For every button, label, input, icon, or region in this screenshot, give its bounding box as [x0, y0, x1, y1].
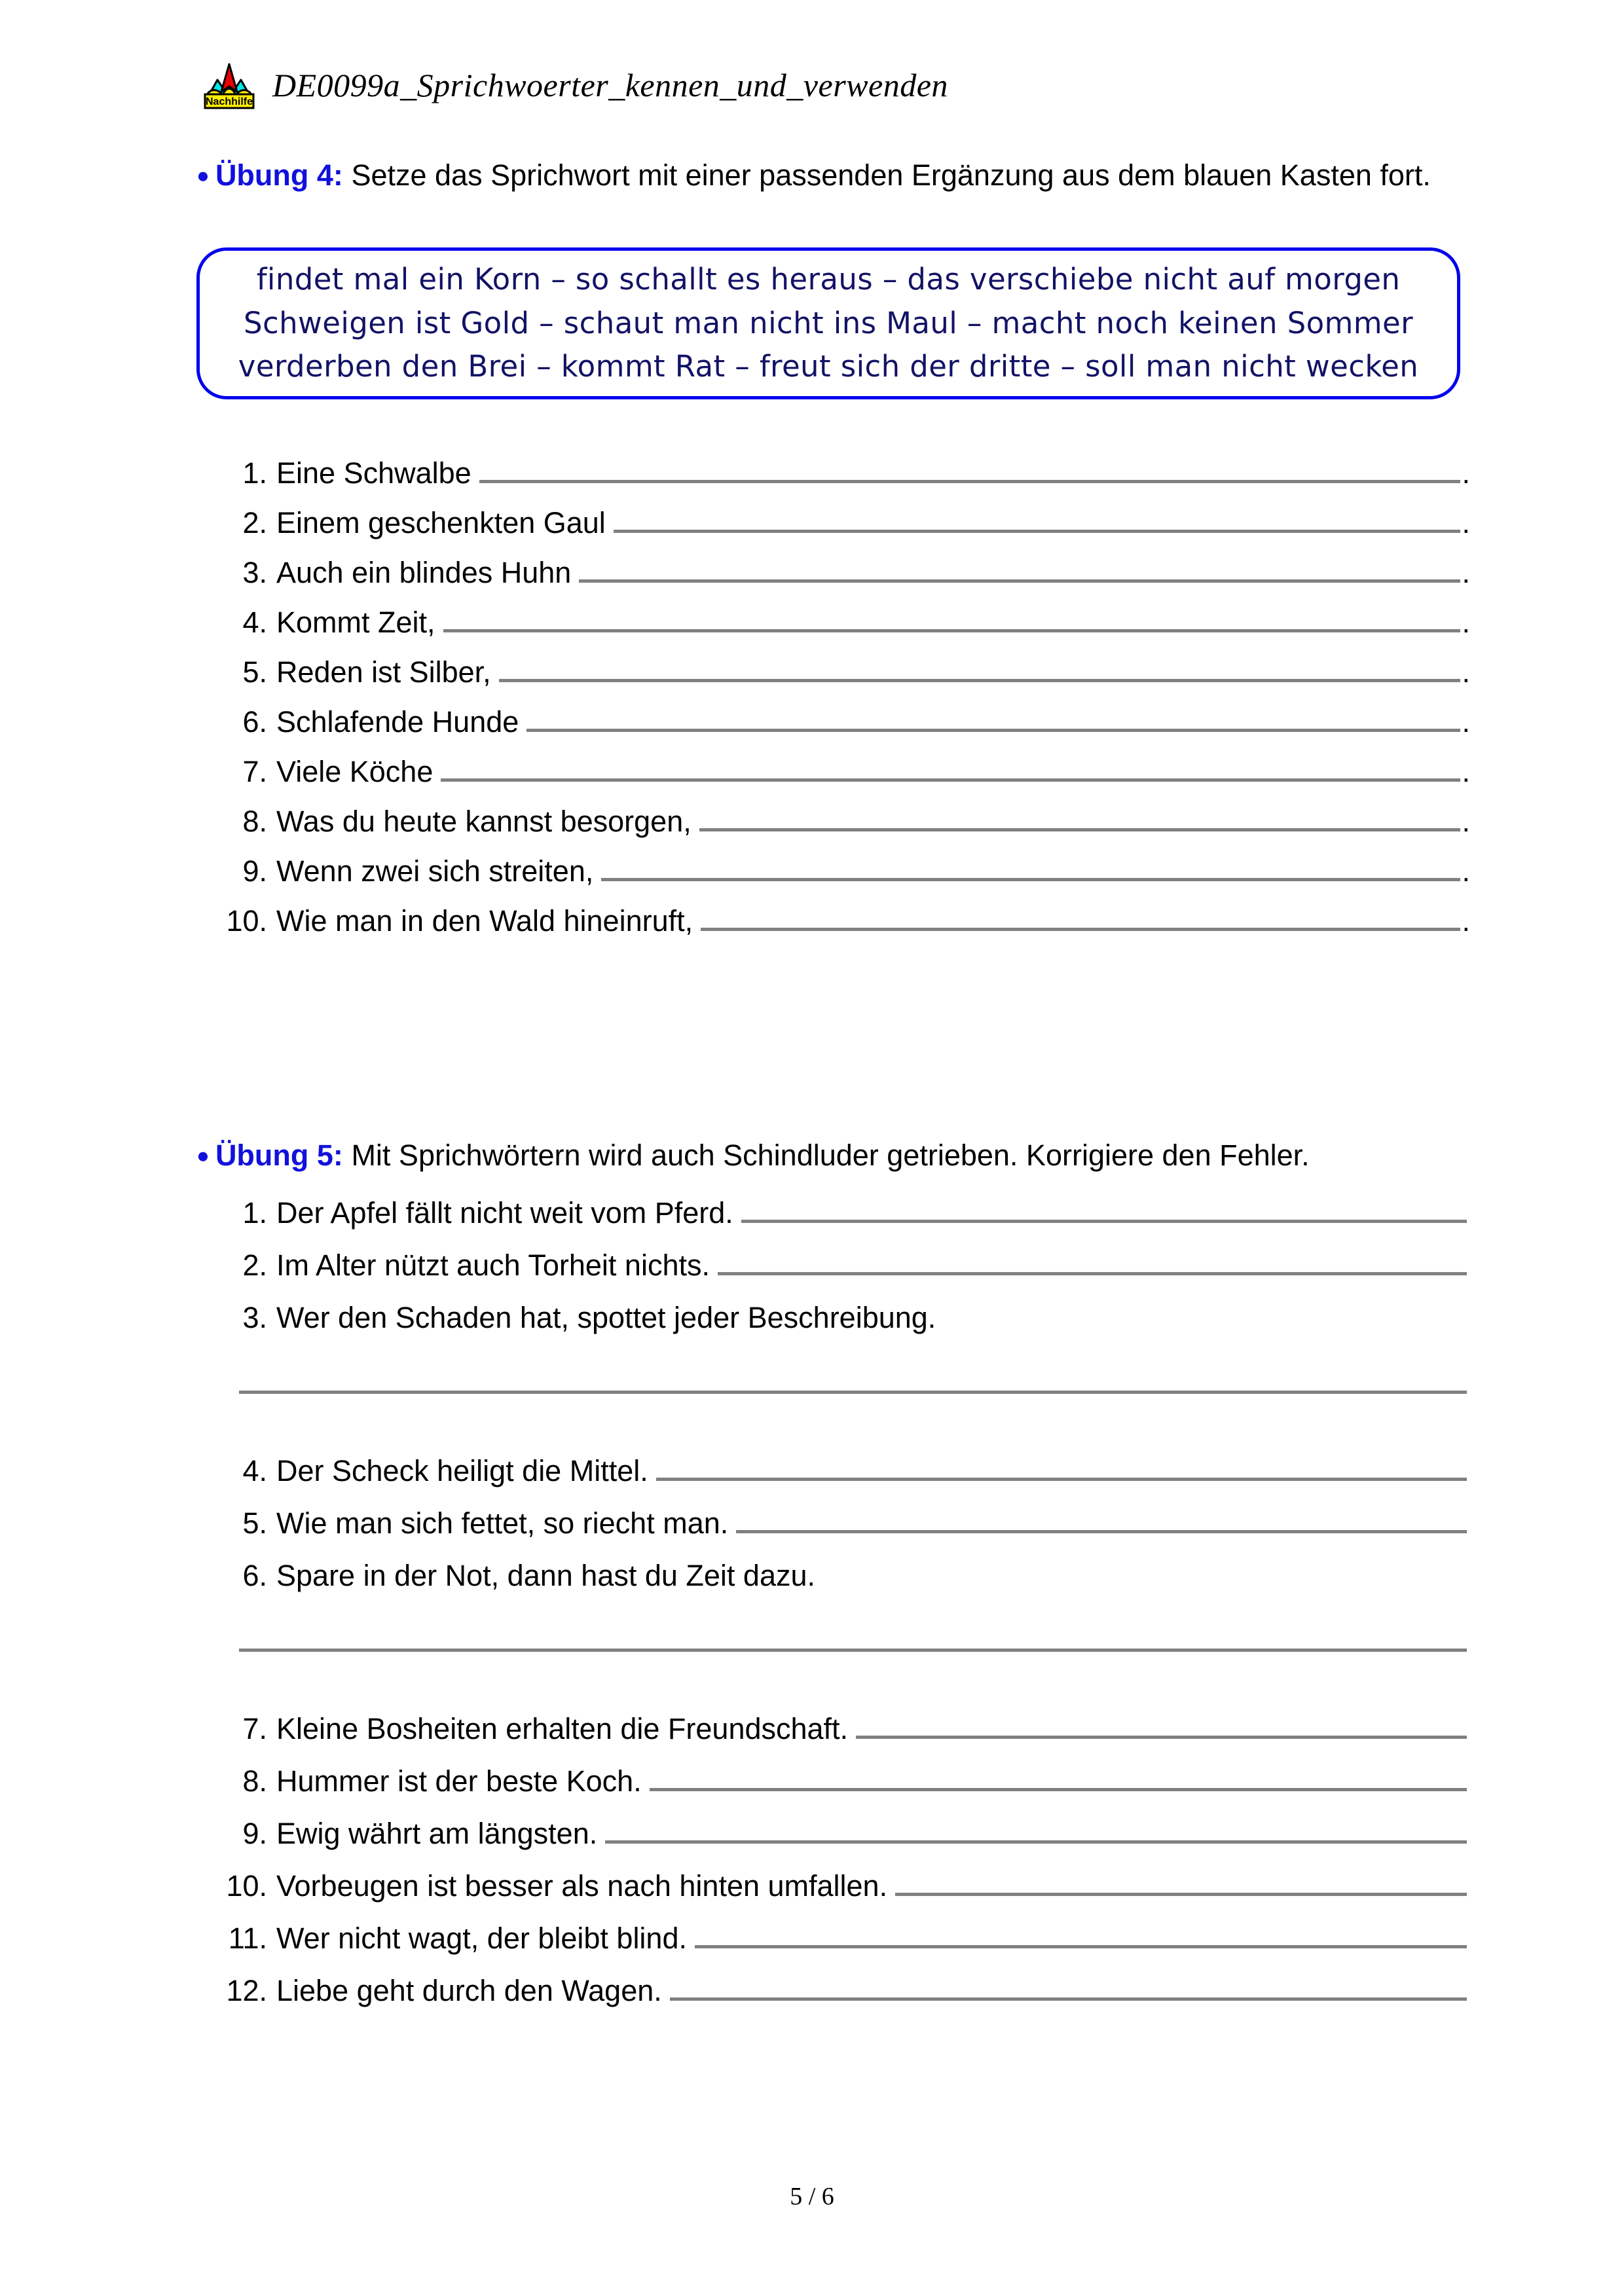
item-text: Im Alter nützt auch Torheit nichts. [276, 1248, 710, 1282]
item-punctuation: . [1462, 556, 1470, 589]
answer-blank[interactable] [441, 778, 1460, 782]
item-number: 9. [242, 1817, 267, 1850]
table-row [196, 1766, 1467, 1819]
item-punctuation: . [1462, 506, 1470, 539]
answer-blank[interactable] [579, 579, 1460, 583]
item-text: Kommt Zeit, [276, 606, 435, 639]
correction-blank[interactable] [605, 1840, 1467, 1844]
item-text: Ewig währt am längsten. [276, 1817, 598, 1850]
table-row [196, 1508, 1467, 1561]
answer-blank[interactable] [601, 878, 1460, 881]
item-text: Der Apfel fällt nicht weit vom Pferd. [276, 1196, 733, 1230]
table-row [196, 1871, 1467, 1923]
item-text: Was du heute kannst besorgen, [276, 805, 692, 838]
item-text: Schlafende Hunde [276, 705, 519, 738]
correction-blank[interactable] [670, 1997, 1467, 2001]
table-row [196, 608, 1470, 657]
item-number: 6. [242, 1559, 267, 1592]
table-row [196, 1819, 1467, 1871]
item-number: 10. [226, 904, 267, 938]
table-row [196, 1198, 1467, 1250]
answer-blank[interactable] [614, 530, 1461, 533]
table-row [196, 757, 1470, 807]
table-row [196, 807, 1470, 856]
item-text: Auch ein blindes Huhn [276, 556, 572, 589]
table-row [196, 707, 1470, 757]
table-row [196, 1923, 1467, 1976]
word-bank-line: verderben den Brei – kommt Rat – freut sich der dritte – soll man nicht wecken [238, 349, 1419, 384]
exercise-4-label: Übung 4 [215, 158, 333, 192]
answer-blank[interactable] [443, 629, 1461, 632]
item-text: Hummer ist der beste Koch. [276, 1764, 642, 1798]
item-number: 8. [242, 1764, 267, 1798]
item-punctuation: . [1462, 805, 1470, 838]
correction-blank[interactable] [650, 1788, 1467, 1791]
item-punctuation: . [1462, 655, 1470, 689]
nachhilfe-mountain-logo [203, 60, 255, 110]
bullet-icon: ● [196, 1143, 210, 1167]
correction-blank[interactable] [895, 1893, 1467, 1896]
exercise-5-label: Übung 5 [215, 1139, 333, 1172]
item-text: Reden ist Silber, [276, 655, 491, 689]
table-row [196, 1714, 1467, 1766]
exercise-5-colon: : [333, 1139, 343, 1172]
table-row [196, 1303, 1467, 1339]
item-number: 7. [242, 755, 267, 788]
exercise-5-heading [196, 1136, 1470, 1175]
item-number: 9. [242, 854, 267, 888]
word-bank-line: Schweigen ist Gold – schaut man nicht ins Maul – macht noch keinen Sommer [244, 305, 1413, 340]
item-number: 2. [242, 506, 267, 539]
page-footer [0, 2182, 1624, 2211]
spacer [196, 1649, 1467, 1714]
item-text: Wie man sich fettet, so riecht man. [276, 1506, 729, 1540]
table-row [196, 1456, 1467, 1508]
item-text: Vorbeugen ist besser als nach hinten umfallen. [276, 1869, 888, 1903]
item-punctuation: . [1462, 705, 1470, 738]
exercise-5-list [196, 1198, 1467, 2028]
item-number: 12. [226, 1974, 267, 2007]
item-number: 4. [242, 606, 267, 639]
item-number: 1. [242, 456, 267, 490]
table-row [196, 906, 1470, 956]
correction-blank[interactable] [736, 1530, 1467, 1533]
answer-blank[interactable] [479, 480, 1461, 483]
table-row [196, 856, 1470, 906]
item-number: 8. [242, 805, 267, 838]
item-number: 6. [242, 705, 267, 738]
table-row [196, 558, 1470, 608]
item-number: 7. [242, 1712, 267, 1745]
exercise-4-heading [196, 156, 1470, 195]
item-punctuation: . [1462, 456, 1470, 490]
item-number: 2. [242, 1248, 267, 1282]
correction-blank[interactable] [656, 1478, 1467, 1481]
item-number: 5. [242, 1506, 267, 1540]
item-number: 3. [242, 1301, 267, 1334]
item-text: Einem geschenkten Gaul [276, 506, 606, 539]
item-text: Wer den Schaden hat, spottet jeder Beschreibung. [276, 1301, 936, 1334]
correction-blank[interactable] [239, 1649, 1467, 1652]
item-text: Kleine Bosheiten erhalten die Freundschaft. [276, 1712, 849, 1745]
item-number: 3. [242, 556, 267, 589]
table-row [196, 508, 1470, 558]
logo-label: Nachhilfe [205, 96, 253, 107]
item-number: 5. [242, 655, 267, 689]
page-header [203, 60, 948, 110]
item-text: Spare in der Not, dann hast du Zeit dazu. [276, 1559, 816, 1592]
item-punctuation: . [1462, 606, 1470, 639]
bullet-icon: ● [196, 163, 210, 187]
item-text: Liebe geht durch den Wagen. [276, 1974, 662, 2007]
word-bank-box [196, 247, 1460, 399]
item-number: 1. [242, 1196, 267, 1230]
item-number: 11. [228, 1922, 267, 1955]
answer-blank[interactable] [699, 828, 1461, 831]
answer-blank[interactable] [526, 729, 1460, 732]
item-text: Wenn zwei sich streiten, [276, 854, 594, 888]
item-punctuation: . [1462, 755, 1470, 788]
exercise-4-colon: : [333, 158, 343, 192]
item-punctuation: . [1462, 904, 1470, 938]
spacer [196, 1391, 1467, 1456]
exercise-4-instruction: Setze das Sprichwort mit einer passenden Ergänzung aus dem blauen Kasten fort. [351, 158, 1431, 192]
table-row [196, 458, 1470, 508]
item-text: Eine Schwalbe [276, 456, 471, 490]
word-bank-line: findet mal ein Korn – so schallt es heraus – das verschiebe nicht auf morgen [256, 261, 1401, 297]
page-indicator: 5 / 6 [790, 2183, 834, 2210]
item-text: Der Scheck heiligt die Mittel. [276, 1454, 648, 1487]
item-number: 4. [242, 1454, 267, 1487]
item-text: Wer nicht wagt, der bleibt blind. [276, 1922, 687, 1955]
correction-blank[interactable] [239, 1391, 1467, 1394]
table-row [196, 1561, 1467, 1597]
answer-blank[interactable] [701, 928, 1460, 931]
item-number: 10. [226, 1869, 267, 1903]
correction-blank[interactable] [741, 1220, 1467, 1223]
item-text: Wie man in den Wald hineinruft, [276, 904, 693, 938]
correction-blank[interactable] [856, 1736, 1467, 1739]
exercise-4-list [196, 458, 1470, 956]
table-row [196, 657, 1470, 707]
item-punctuation: . [1462, 854, 1470, 888]
table-row [196, 1250, 1467, 1303]
correction-blank[interactable] [695, 1945, 1467, 1948]
correction-blank[interactable] [718, 1272, 1467, 1275]
item-text: Viele Köche [276, 755, 434, 788]
document-title: DE0099a_Sprichwoerter_kennen_und_verwenden [272, 67, 948, 103]
exercise-5-instruction: Mit Sprichwörtern wird auch Schindluder getrieben. Korrigiere den Fehler. [351, 1139, 1310, 1172]
answer-blank[interactable] [499, 679, 1461, 682]
table-row [196, 1976, 1467, 2028]
